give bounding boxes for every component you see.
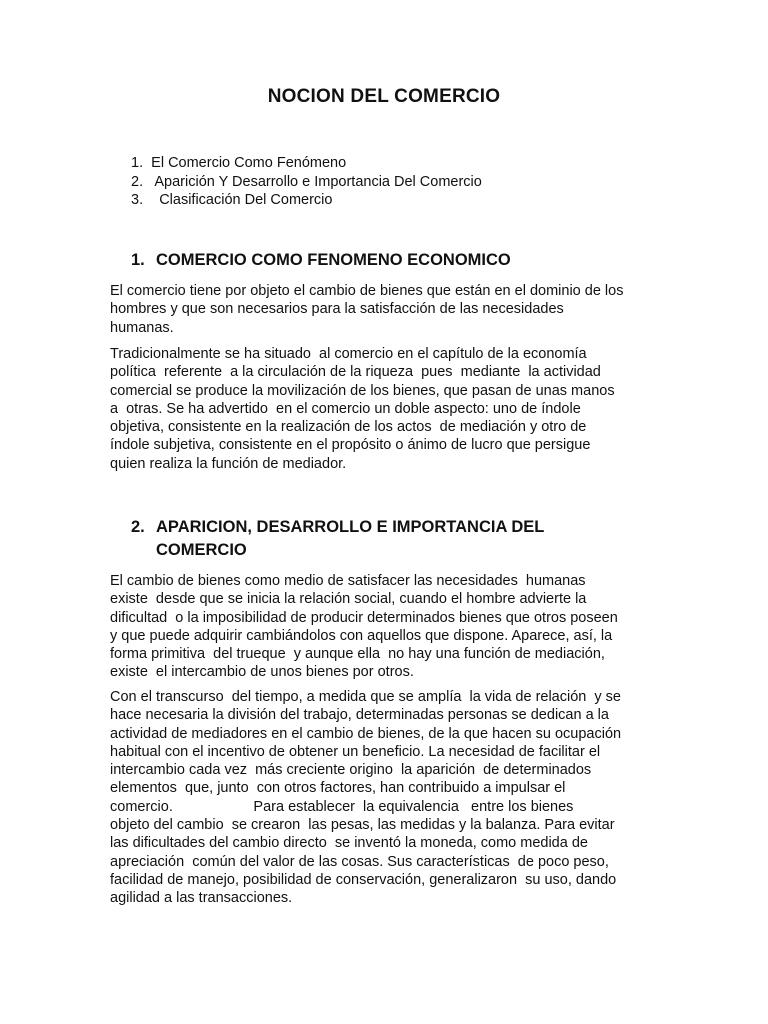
section-1-paragraph-2 [110,345,670,473]
paragraph-line: hombres y que son necesarios para la satisfacción de las necesidades [110,301,564,318]
paragraph-line: comercial se produce la movilización de los bienes, que pasan de unas manos [110,382,615,399]
paragraph-line: dificultad o la imposibilidad de producir determinados bienes que otros poseen [110,609,618,626]
paragraph-line: agilidad a las transacciones. [110,890,293,907]
toc-item: 3. Clasificación Del Comercio [131,192,333,208]
section-2-paragraph-1 [110,572,670,682]
paragraph-line: elementos que, junto con otros factores, han contribuido a impulsar el [110,780,566,797]
paragraph-line: existe el intercambio de unos bienes por otros. [110,664,414,681]
paragraph-line: objeto del cambio se crearon las pesas, las medidas y la balanza. Para evitar [110,817,615,834]
paragraph-line: humanas. [110,319,174,336]
paragraph-line: Tradicionalmente se ha situado al comercio en el capítulo de la economía [110,346,587,362]
paragraph-line: objetiva, consistente en la realización de los actos de mediación y otro de [110,419,587,436]
section-1-title: COMERCIO COMO FENOMENO ECONOMICO [156,251,511,269]
paragraph-line: facilidad de manejo, posibilidad de conservación, generalizaron su uso, dando [110,871,617,888]
paragraph-line: a otras. Se ha advertido en el comercio un doble aspecto: uno de índole [110,400,581,417]
paragraph-line: El cambio de bienes como medio de satisfacer las necesidades humanas [110,573,586,589]
paragraph-line: habitual con el incentivo de obtener un beneficio. La necesidad de facilitar el [110,743,601,760]
paragraph-line: existe desde que se inicia la relación social, cuando el hombre advierte la [110,591,587,608]
paragraph-line: y que puede adquirir cambiándolos con aquellos que dispone. Aparece, así, la [110,627,613,644]
paragraph-line: política referente a la circulación de la riqueza pues mediante la actividad [110,364,601,381]
paragraph-line: hace necesaria la división del trabajo, determinadas personas se dedican a la [110,707,609,724]
section-2-title-line-2: COMERCIO [156,541,247,559]
paragraph-line: comercio. Para establecer la equivalencia entre los bienes [110,798,574,815]
section-1-heading [131,249,511,272]
paragraph-line: El comercio tiene por objeto el cambio de bienes que están en el dominio de los [110,283,624,299]
table-of-contents [131,154,482,210]
toc-item: 2. Aparición Y Desarrollo e Importancia Del Comercio [131,173,482,190]
section-2-number: 2. [131,518,145,536]
page-title: NOCION DEL COMERCIO [267,86,501,107]
toc-item: 1. El Comercio Como Fenómeno [131,155,347,171]
paragraph-line: quien realiza la función de mediador. [110,455,347,472]
paragraph-line: las dificultades del cambio directo se inventó la moneda, como medida de [110,835,588,852]
section-2-heading [131,516,544,562]
paragraph-line: índole subjetiva, consistente en el propósito o ánimo de lucro que persigue [110,437,591,454]
section-1-number: 1. [131,251,145,269]
section-2-paragraph-2 [110,688,670,908]
paragraph-line: forma primitiva del trueque y aunque ella no hay una función de mediación, [110,646,605,663]
paragraph-line: Con el transcurso del tiempo, a medida que se amplía la vida de relación y se [110,689,621,705]
paragraph-line: actividad de mediadores en el cambio de bienes, de la que hacen su ocupación [110,725,622,742]
section-1-paragraph-1 [110,282,670,337]
paragraph-line: apreciación común del valor de las cosas. Sus características de poco peso, [110,853,609,870]
section-2-title-line-1: APARICION, DESARROLLO E IMPORTANCIA DEL [156,518,545,536]
paragraph-line: intercambio cada vez más creciente origino la aparición de determinados [110,762,592,779]
